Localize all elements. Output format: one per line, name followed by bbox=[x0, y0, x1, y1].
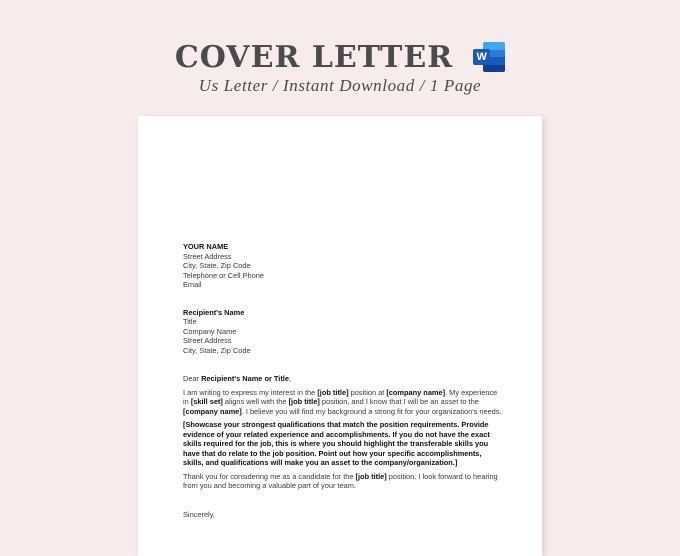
sender-city: City, State, Zip Code bbox=[183, 261, 251, 270]
recipient-city: City, State, Zip Code bbox=[183, 345, 251, 355]
sender-block bbox=[183, 242, 503, 290]
recipient-title: Title bbox=[183, 317, 197, 326]
letter-page bbox=[138, 116, 542, 556]
recipient-company: Company Name bbox=[183, 326, 237, 336]
sender-street: Street Address bbox=[183, 251, 232, 261]
sender-name: YOUR NAME bbox=[183, 242, 229, 251]
closing: Sincerely, bbox=[183, 509, 215, 519]
recipient-name: Recipient's Name bbox=[183, 307, 245, 317]
salutation: Dear Recipient's Name or Title, bbox=[183, 374, 292, 383]
paragraph-qualifications: [Showcase your strongest qualifications that match the position requirements. Provide evidence of your related experience and accomplishments. If you do not have the exact skills required for the job, this is where you should highlight the transferable skills you have that do relate to the job position. Point out how your specific accomplishments, skills, and qualifications will make you an asset to the company/organization.] bbox=[183, 420, 490, 467]
subtitle: Us Letter / Instant Download / 1 Page bbox=[198, 76, 482, 95]
paragraph-intro: I am writing to express my interest in the [job title] position at [company name]. My experience in [skill set] aligns well with the [job title] position, and I know that I will be an asset to the [company name]. I believe you will find my background a strong fit for your organization's needs. bbox=[183, 387, 502, 416]
sender-email: Email bbox=[183, 280, 202, 289]
microsoft-word-icon: W bbox=[473, 42, 505, 72]
paragraph-thanks: Thank you for considering me as a candidate for the [job title] position. I look forward to hearing from you and becoming a valuable part of your team. bbox=[183, 471, 498, 490]
recipient-street: Street Address bbox=[183, 336, 232, 345]
sender-phone: Telephone or Cell Phone bbox=[183, 270, 264, 280]
letter-body bbox=[183, 242, 503, 519]
recipient-block bbox=[183, 308, 503, 356]
header-title-row bbox=[0, 38, 680, 75]
page-title: COVER LETTER bbox=[174, 39, 454, 75]
